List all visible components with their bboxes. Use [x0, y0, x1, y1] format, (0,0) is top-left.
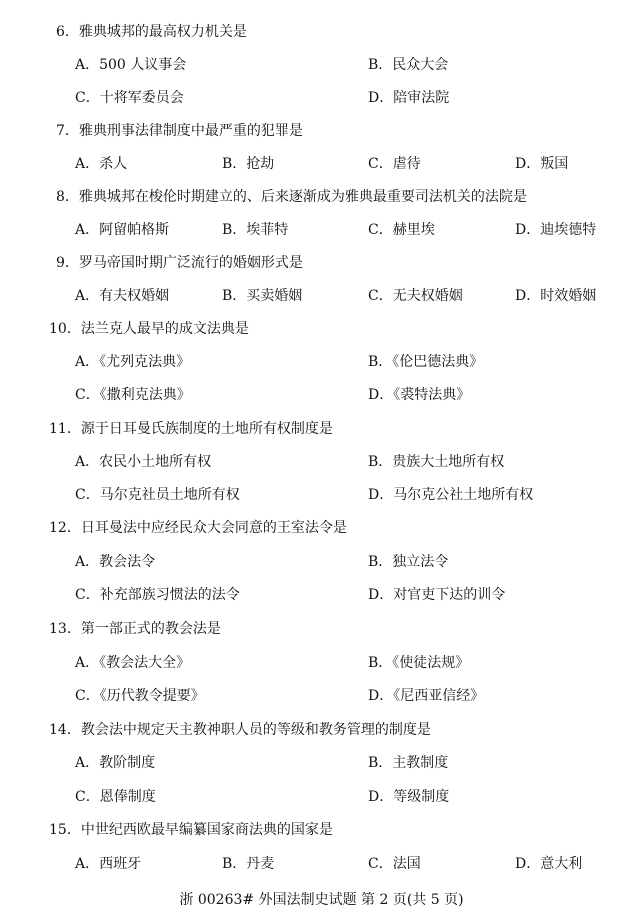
- question-13-option-d: D．《尼西亚信经》: [368, 688, 485, 704]
- question-11-option-d: D．马尔克公社土地所有权: [368, 487, 534, 503]
- question-10-option-a: A．《尤列克法典》: [75, 354, 191, 370]
- question-6-stem: 6．雅典城邦的最高权力机关是: [56, 24, 247, 40]
- question-11-option-a: A．农民小土地所有权: [75, 454, 212, 470]
- question-12-option-c: C．补充部族习惯法的法令: [75, 587, 240, 603]
- question-8-option-a: A．阿留帕格斯: [75, 222, 170, 238]
- question-14-stem: 14．教会法中规定天主教神职人员的等级和教务管理的制度是: [49, 722, 431, 738]
- question-9-option-c: C．无夫权婚姻: [368, 288, 463, 304]
- question-11-option-b: B．贵族大土地所有权: [368, 454, 505, 470]
- question-15-option-a: A．西班牙: [75, 856, 142, 872]
- question-13-option-a: A．《教会法大全》: [75, 655, 191, 671]
- question-11-stem: 11．源于日耳曼氏族制度的土地所有权制度是: [49, 421, 333, 437]
- question-8-option-d: D．迪埃德特: [515, 222, 597, 238]
- question-6-option-b: B．民众大会: [368, 57, 449, 73]
- question-14-option-c: C．恩俸制度: [75, 789, 156, 805]
- question-15-option-b: B．丹麦: [222, 856, 275, 872]
- question-11-option-c: C．马尔克社员土地所有权: [75, 487, 240, 503]
- question-12-option-d: D．对官吏下达的训令: [368, 587, 506, 603]
- question-15-option-d: D．意大利: [515, 856, 583, 872]
- question-6-option-a: A．500 人议事会: [75, 57, 187, 73]
- question-10-option-d: D．《裘特法典》: [368, 387, 471, 403]
- question-10-stem: 10．法兰克人最早的成文法典是: [49, 321, 249, 337]
- page-footer: 浙 00263# 外国法制史试题 第 2 页(共 5 页): [179, 892, 464, 908]
- question-13-option-b: B．《使徒法规》: [368, 655, 470, 671]
- question-8-stem: 8．雅典城邦在梭伦时期建立的、后来逐渐成为雅典最重要司法机关的法院是: [56, 189, 527, 205]
- question-12-stem: 12．日耳曼法中应经民众大会同意的王室法令是: [49, 520, 347, 536]
- question-9-option-a: A．有夫权婚姻: [75, 288, 170, 304]
- question-9-option-b: B．买卖婚姻: [222, 288, 303, 304]
- question-9-stem: 9．罗马帝国时期广泛流行的婚姻形式是: [56, 255, 303, 271]
- question-14-option-a: A．教阶制度: [75, 755, 156, 771]
- question-13-option-c: C．《历代教令提要》: [75, 688, 205, 704]
- question-9-option-d: D．时效婚姻: [515, 288, 597, 304]
- question-7-option-d: D．叛国: [515, 156, 569, 172]
- question-7-option-b: B．抢劫: [222, 156, 275, 172]
- question-8-option-c: C．赫里埃: [368, 222, 435, 238]
- question-15-option-c: C．法国: [368, 856, 421, 872]
- question-10-option-b: B．《伦巴德法典》: [368, 354, 484, 370]
- question-8-option-b: B．埃菲特: [222, 222, 289, 238]
- question-14-option-b: B．主教制度: [368, 755, 449, 771]
- question-6-option-d: D．陪审法院: [368, 90, 450, 106]
- question-12-option-b: B．独立法令: [368, 554, 449, 570]
- question-13-stem: 13．第一部正式的教会法是: [49, 621, 221, 637]
- question-10-option-c: C．《撒利克法典》: [75, 387, 191, 403]
- question-14-option-d: D．等级制度: [368, 789, 450, 805]
- question-7-stem: 7．雅典刑事法律制度中最严重的犯罪是: [56, 123, 303, 139]
- question-7-option-a: A．杀人: [75, 156, 128, 172]
- question-15-stem: 15．中世纪西欧最早编纂国家商法典的国家是: [49, 822, 333, 838]
- question-7-option-c: C．虐待: [368, 156, 421, 172]
- question-12-option-a: A．教会法令: [75, 554, 156, 570]
- question-6-option-c: C．十将军委员会: [75, 90, 184, 106]
